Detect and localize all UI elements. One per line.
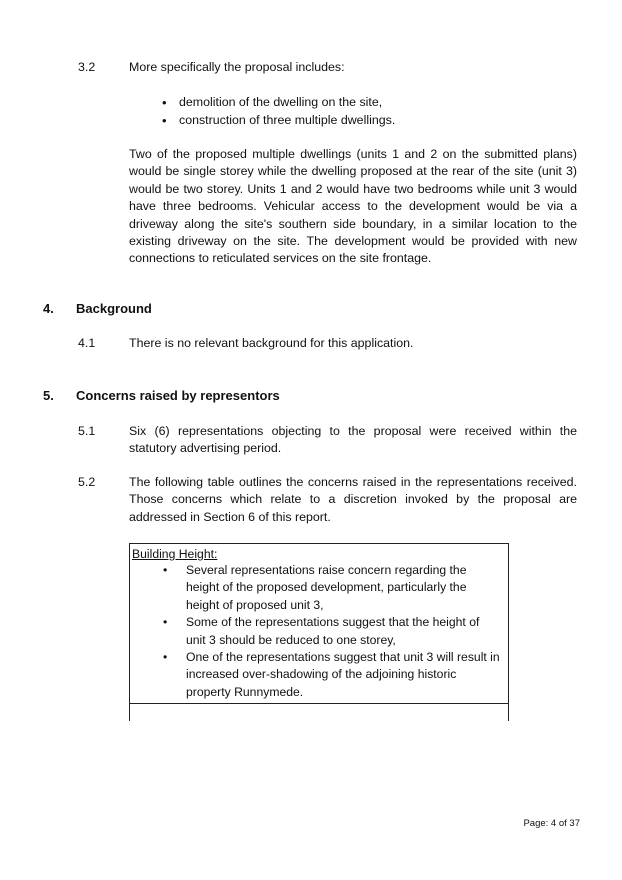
section-5-heading: Concerns raised by representors xyxy=(76,388,280,403)
list-item: • demolition of the dwelling on the site, xyxy=(162,94,395,112)
building-height-heading: Building Height: xyxy=(132,547,218,561)
page-number: Page: 4 of 37 xyxy=(523,818,580,829)
table-row xyxy=(130,544,509,704)
section-5-number: 5. xyxy=(43,388,54,403)
list-item: • Several representations raise concern regarding the height of the proposed development, particularly the height of proposed unit 3, xyxy=(163,562,502,614)
concerns-table xyxy=(129,543,509,721)
clause-4-1-number: 4.1 xyxy=(78,336,96,350)
section-4-number: 4. xyxy=(43,301,54,316)
clause-5-2-number: 5.2 xyxy=(78,475,96,489)
clause-3-2-text: More specifically the proposal includes: xyxy=(129,60,345,74)
clause-4-1-text: There is no relevant background for this application. xyxy=(129,336,414,350)
list-item: • Some of the representations suggest that the height of unit 3 should be reduced to one storey, xyxy=(163,614,502,649)
table-cell xyxy=(130,704,509,722)
building-height-concerns-list xyxy=(132,562,506,703)
table-cell xyxy=(130,544,509,704)
clause-3-2-number: 3.2 xyxy=(78,60,96,74)
clause-5-2-text: The following table outlines the concerns raised in the representations received. Those concerns which relate to a discretion invoked by the proposal are addressed in Section 6 of this report. xyxy=(129,475,577,524)
clause-5-1-number: 5.1 xyxy=(78,424,96,438)
section-4-heading: Background xyxy=(76,301,152,316)
table-row xyxy=(130,704,509,722)
list-item: • construction of three multiple dwellings. xyxy=(162,112,395,130)
clause-5-1-text: Six (6) representations objecting to the proposal were received within the statutory advertising period. xyxy=(129,424,577,456)
list-item: • One of the representations suggest that unit 3 will result in increased over-shadowing of the adjoining historic property Runnymede. xyxy=(163,649,502,701)
proposal-description-paragraph: Two of the proposed multiple dwellings (units 1 and 2 on the submitted plans) would be single storey while the dwelling proposed at the rear of the site (unit 3) would be two storey. Units 1 and 2 would have two bedrooms while unit 3 would have three bedrooms. Vehicular access to the development would be via a driveway along the site's southern side boundary, in a similar location to the existing driveway on the site. The development would be provided with new connections to reticulated services on the site frontage. xyxy=(129,147,577,266)
proposal-bullet-list xyxy=(162,94,395,129)
